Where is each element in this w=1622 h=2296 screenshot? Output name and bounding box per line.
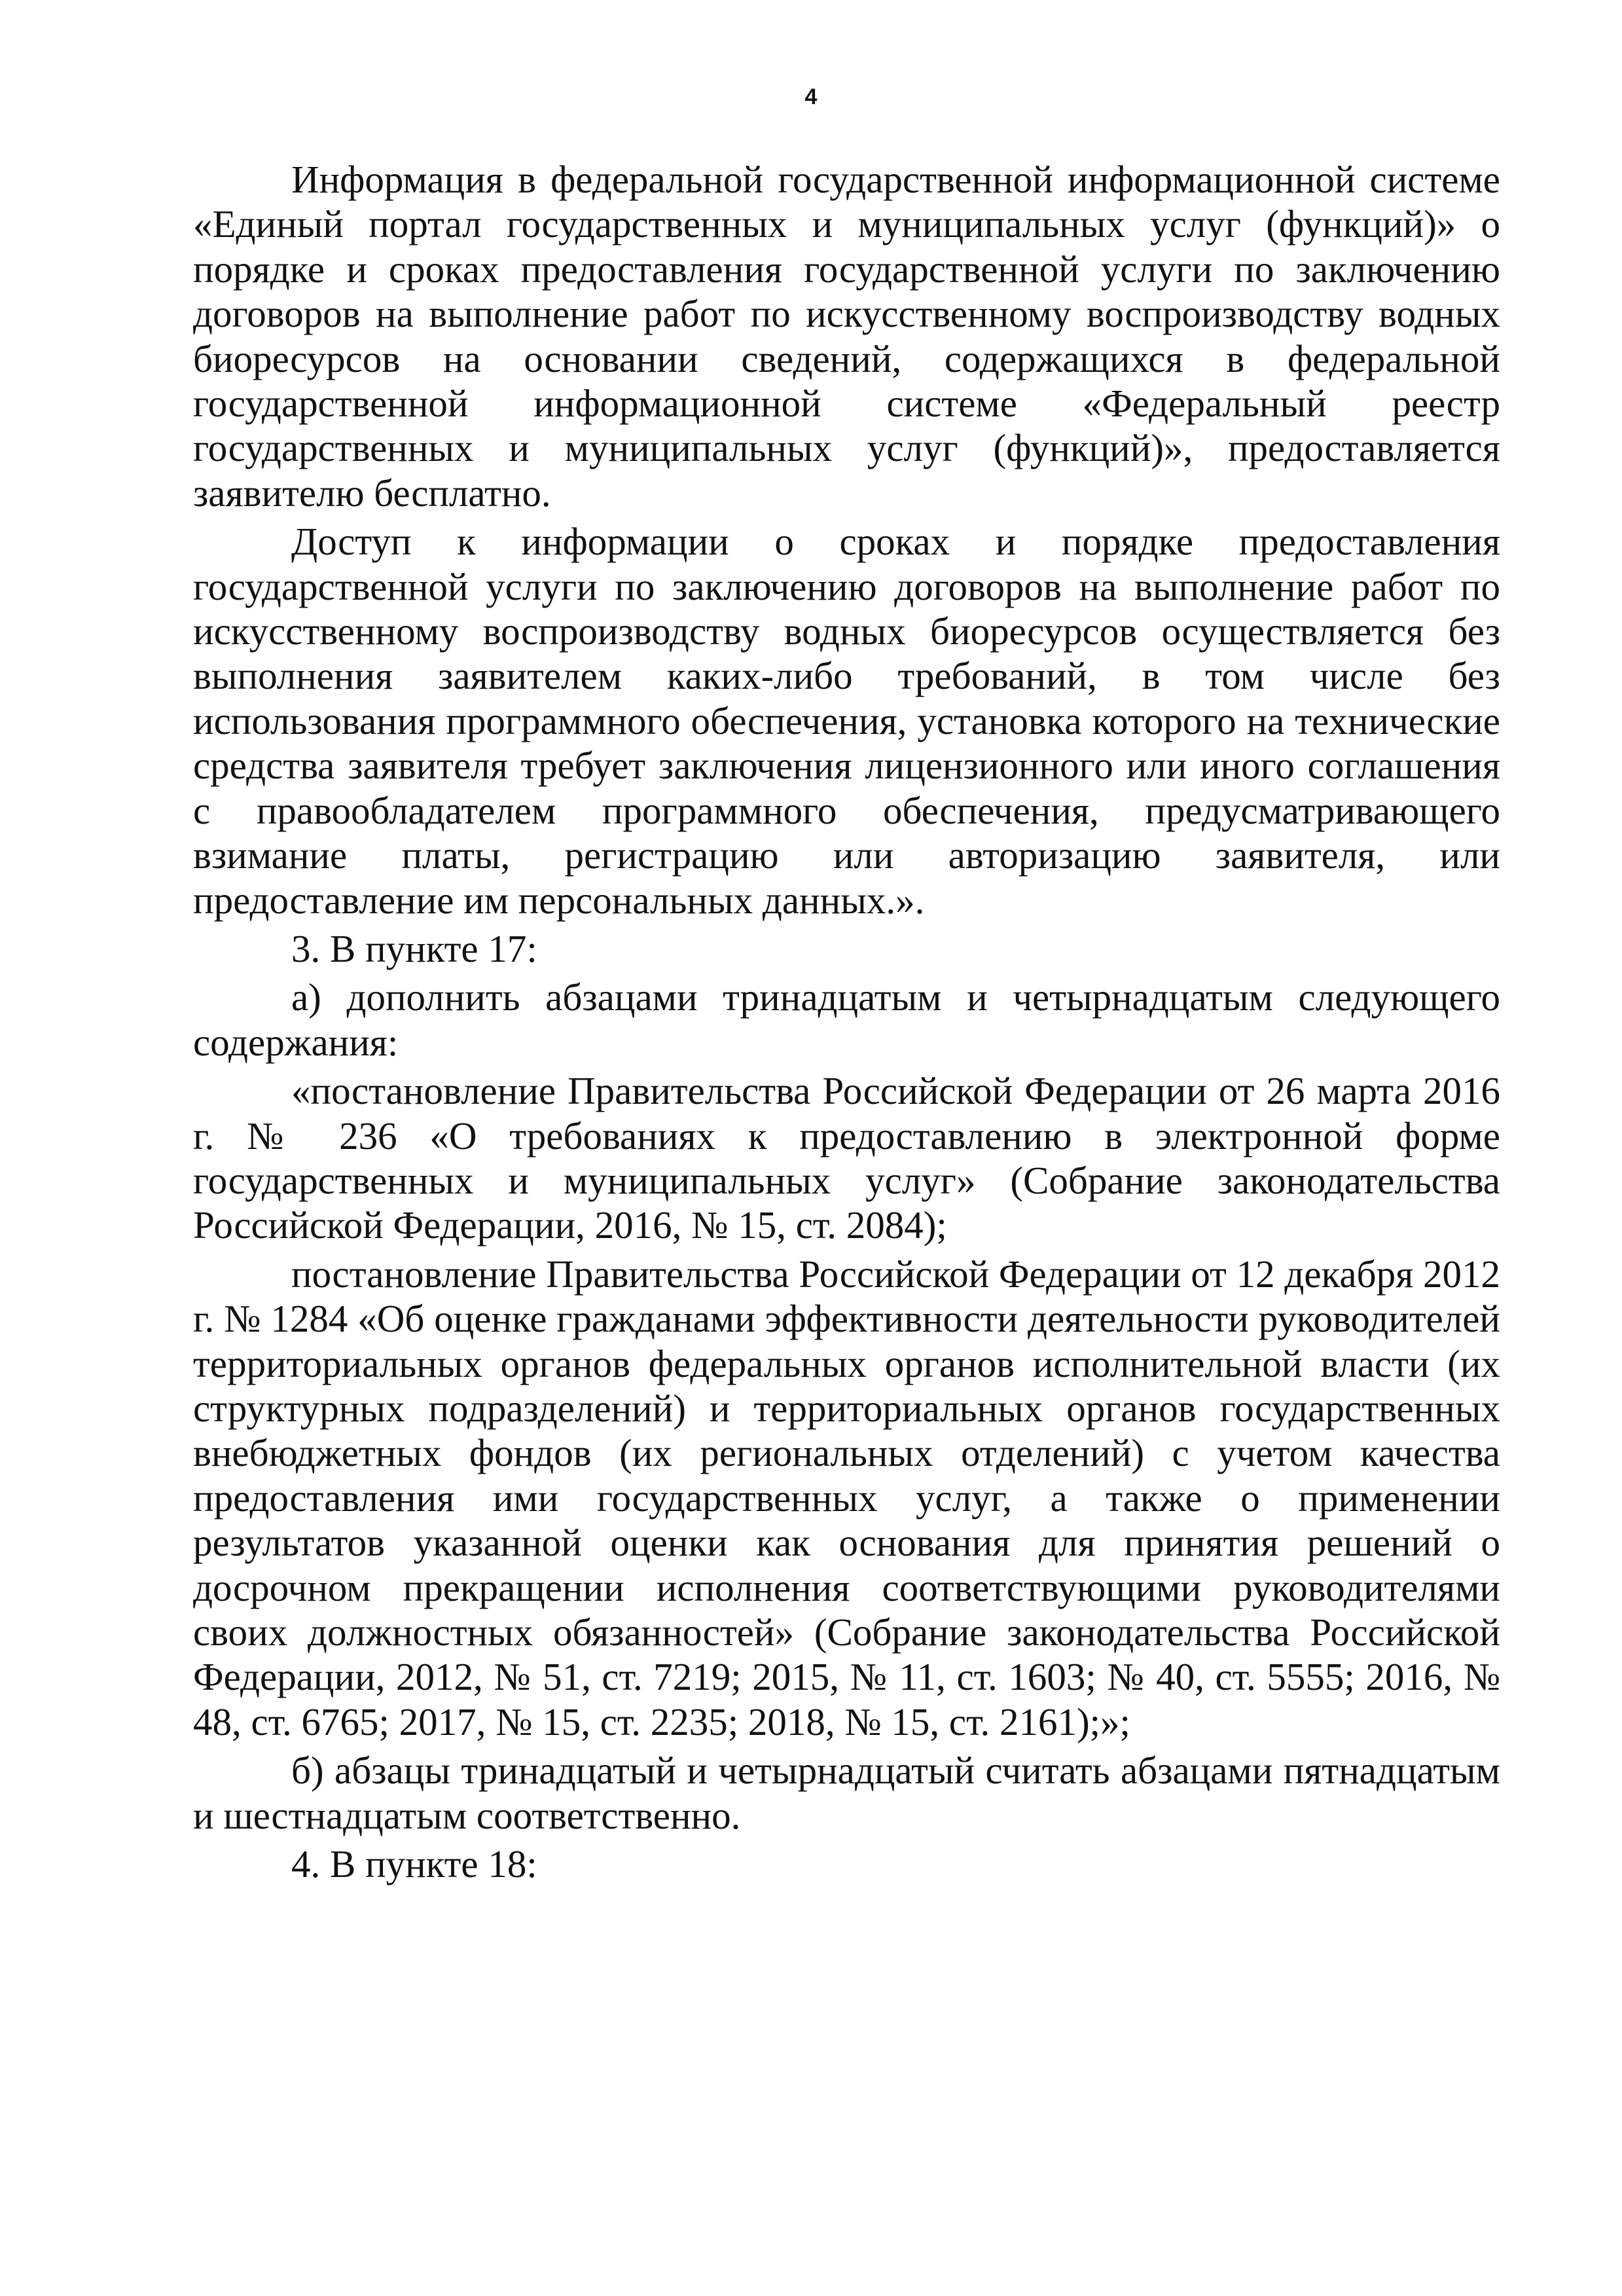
item-3-heading: 3. В пункте 17: [291,926,537,970]
quote-resolution-236: «постановление Правительства Российской Федерации от 26 марта 2016 г. № 236 «О требованиях к предоставлению в электронной форме государственных и муниципальных услуг» (Собрание законодательства Российской Федерации, 2016, № 15, ст. 2084); [193,1069,1500,1247]
document-body [193,157,1500,1886]
item-4-heading: 4. В пункте 18: [291,1842,537,1886]
paragraph-access-info: Доступ к информации о сроках и порядке предоставления государственной услуги по заключению договоров на выполнение работ по искусственному воспроизводству водных биоресурсов осуществляется без выполнения заявителем каких-либо требований, в том числе без использования программного обеспечения, установка которого на технические средства заявителя требует заключения лицензионного или иного соглашения с правообладателем программного обеспечения, предусматривающего взимание платы, регистрацию или авторизацию заявителя, или предоставление им персональных данных.». [193,520,1500,922]
quote-resolution-1284: постановление Правительства Российской Федерации от 12 декабря 2012 г. № 1284 «Об оценке гражданами эффективности деятельности руководителей территориальных органов федеральных органов исполнительной власти (их структурных подразделений) и территориальных органов государственных внебюджетных фондов (их региональных отделений) с учетом качества предоставления ими государственных услуг, а также о применении результатов указанной оценки как основания для принятия решений о досрочном прекращении исполнения соответствующими руководителями своих должностных обязанностей» (Собрание законодательства Российской Федерации, 2012, № 51, ст. 7219; 2015, № 11, ст. 1603; № 40, ст. 5555; 2016, № 48, ст. 6765; 2017, № 15, ст. 2235; 2018, № 15, ст. 2161);»; [193,1252,1500,1743]
subitem-b: б) абзацы тринадцатый и четырнадцатый считать абзацами пятнадцатым и шестнадцатым соответственно. [193,1749,1500,1837]
subitem-a: а) дополнить абзацами тринадцатым и четырнадцатым следующего содержания: [193,975,1500,1064]
page-number: 4 [804,84,818,109]
paragraph-info-portal: Информация в федеральной государственной информационной системе «Единый портал государственных и муниципальных услуг (функций)» о порядке и сроках предоставления государственной услуги по заключению договоров на выполнение работ по искусственному воспроизводству водных биоресурсов на основании сведений, содержащихся в федеральной государственной информационной системе «Федеральный реестр государственных и муниципальных услуг (функций)», предоставляется заявителю бесплатно. [193,158,1500,515]
